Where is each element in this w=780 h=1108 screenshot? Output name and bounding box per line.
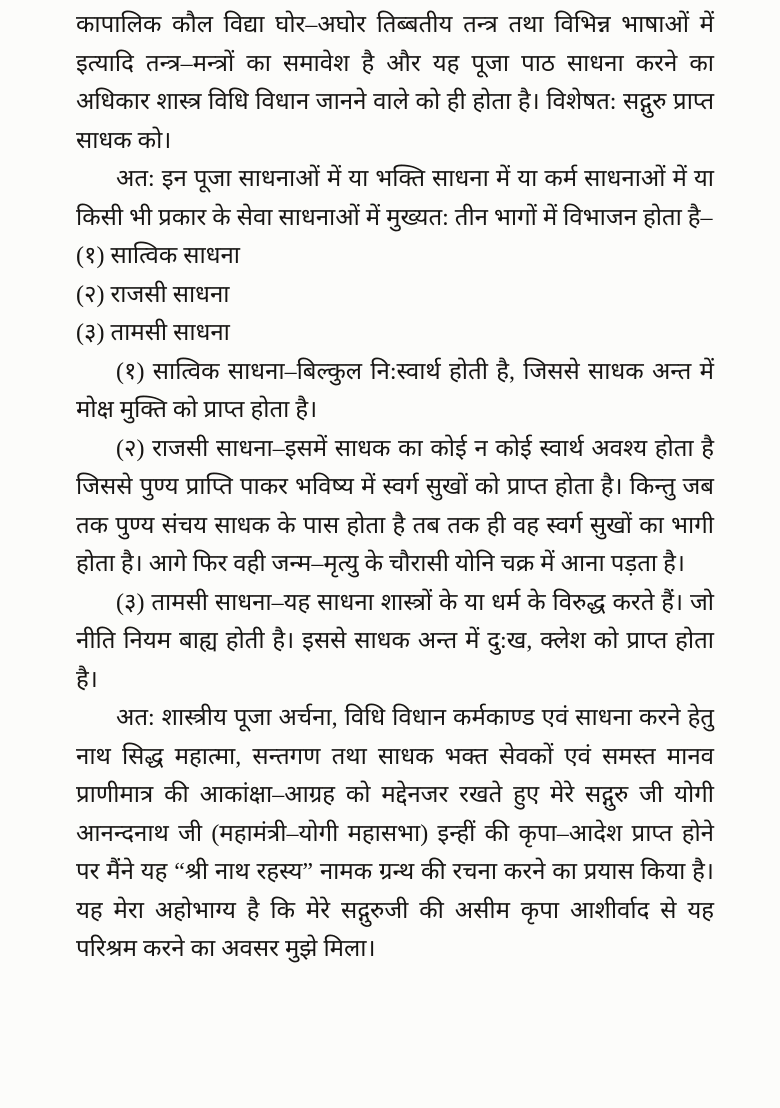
paragraph-intro-three-types: अत: इन पूजा साधनाओं में या भक्ति साधना में या कर्म साधनाओं में या किसी भी प्रकार के सेवा साधनाओं में मुख्यत: तीन भागों में विभाजन होता है– — [76, 166, 714, 231]
paragraph-tamasi-definition: (३) तामसी साधना–यह साधना शास्त्रों के या धर्म के विरुद्ध करते हैं। जो नीति नियम बाह्य होती है। इससे साधक अन्त में दु:ख, क्लेश को प्राप्त होता है। — [76, 589, 714, 693]
paragraph-continuation: कापालिक कौल विद्या घोर–अघोर तिब्बतीय तन्त्र तथा विभिन्न भाषाओं में इत्यादि तन्त्र–मन्त्रों का समावेश है और यह पूजा पाठ साधना करने का अधिकार शास्त्र विधि विधान जानने वाले को ही होता है। विशेषत: सद्गुरु प्राप्त साधक को। — [76, 12, 714, 154]
paragraph-conclusion: अत: शास्त्रीय पूजा अर्चना, विधि विधान कर्मकाण्ड एवं साधना करने हेतु नाथ सिद्ध महात्मा, सन्तगण तथा साधक भक्त सेवकों एवं समस्त मानव प्राणीमात्र की आकांक्षा–आग्रह को मद्देनजर रखते हुए मेरे सद्गुरु जी योगी आनन्दनाथ जी (महामंत्री–योगी महासभा) इन्हीं की कृपा–आदेश प्राप्त होने पर मैंने यह “श्री नाथ रहस्य” नामक ग्रन्थ की रचना करने का प्रयास किया है। यह मेरा अहोभाग्य है कि मेरे सद्गुरुजी की असीम कृपा आशीर्वाद से यह परिश्रम करने का अवसर मुझे मिला। — [76, 705, 714, 962]
paragraph-satvik-definition: (१) सात्विक साधना–बिल्कुल नि:स्वार्थ होती है, जिससे साधक अन्त में मोक्ष मुक्ति को प्राप्त होता है। — [76, 358, 714, 423]
list-item-tamasi: (३) तामसी साधना — [76, 320, 230, 346]
list-item-satvik: (१) सात्विक साधना — [76, 243, 240, 269]
paragraph-rajasi-definition: (२) राजसी साधना–इसमें साधक का कोई न कोई स्वार्थ अवश्य होता है जिससे पुण्य प्राप्ति पाकर भविष्य में स्वर्ग सुखों को प्राप्त होता है। किन्तु जब तक पुण्य संचय साधक के पास होता है तब तक ही वह स्वर्ग सुखों का भागी होता है। आगे फिर वही जन्म–मृत्यु के चौरासी योनि चक्र में आना पड़ता है। — [76, 435, 714, 577]
list-item-rajasi: (२) राजसी साधना — [76, 281, 230, 308]
